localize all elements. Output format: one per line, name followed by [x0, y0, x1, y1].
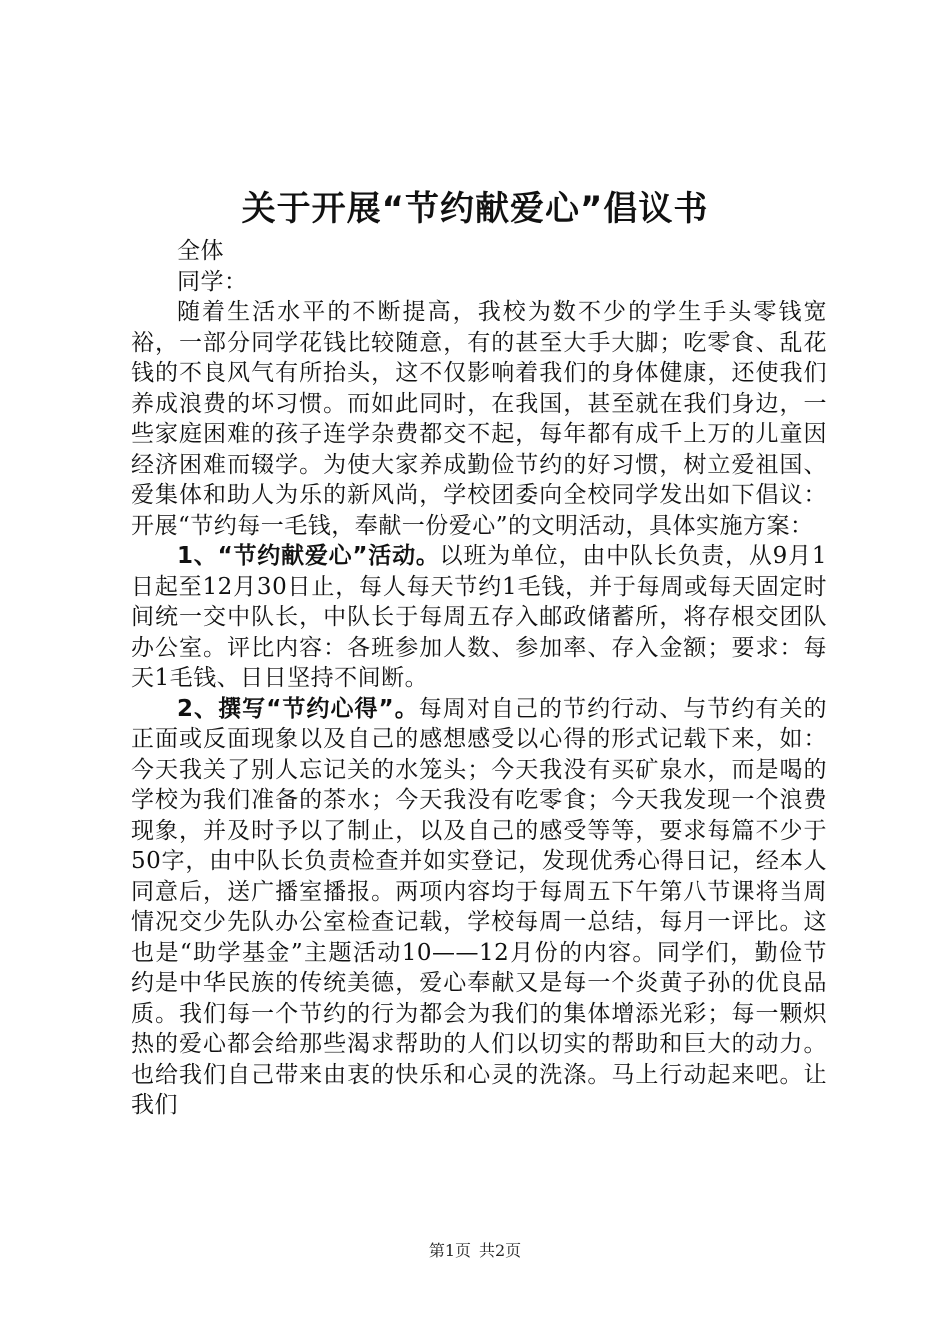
page-footer [0, 1240, 950, 1262]
document-title: 关于开展“节约献爱心”倡议书 [241, 189, 709, 229]
item-2-paragraph [131, 694, 827, 1121]
item-1-paragraph [131, 541, 827, 694]
page-number: 第1页 [428, 1241, 471, 1260]
item-1-heading: 1、“节约献爱心”活动。 [177, 543, 440, 569]
intro-paragraph: 随着生活水平的不断提高，我校为数不少的学生手头零钱宽裕，一部分同学花钱比较随意，有的甚至大手大脚；吃零食、乱花钱的不良风气有所抬头，这不仅影响着我们的身体健康，还使我们养成浪费的坏习惯。而如此同时，在我国，甚至就在我们身边，一些家庭困难的孩子连学杂费都交不起，每年都有成千上万的儿童因经济困难而辍学。为使大家养成勤俭节约的好习惯，树立爱祖国、爱集体和助人为乐的新风尚，学校团委向全校同学发出如下倡议：开展“节约每一毛钱，奉献一份爱心”的文明活动，具体实施方案： [131, 299, 827, 539]
page-total: 共2页 [479, 1241, 522, 1260]
item-2-heading: 2、撰写“节约心得”。 [177, 695, 419, 722]
document-body [131, 236, 827, 1121]
item-2-text: 每周对自己的节约行动、与节约有关的正面或反面现象以及自己的感想感受以心得的形式记载下来，如：今天我关了别人忘记关的水笼头；今天我没有买矿泉水，而是喝的学校为我们准备的茶水；今天我没有吃零食；今天我发现一个浪费现象，并及时予以了制止，以及自己的感受等等，要求每篇不少于50字，由中队长负责检查并如实登记，发现优秀心得日记，经本人同意后，送广播室播报。两项内容均于每周五下午第八节课将当周情况交少先队办公室检查记载，学校每周一总结，每月一评比。这也是“助学基金”主题活动10——12月份的内容。同学们，勤俭节约是中华民族的传统美德，爱心奉献又是每一个炎黄子孙的优良品质。我们每一个节约的行为都会为我们的集体增添光彩；每一颗炽热的爱心都会给那些渴求帮助的人们以切实的帮助和巨大的动力。也给我们自己带来由衷的快乐和心灵的洗涤。马上行动起来吧。让我们 [131, 695, 827, 1118]
salutation-line-1: 全体 [177, 238, 224, 264]
salutation-line-2: 同学： [177, 268, 248, 295]
item-1-text: 以班为单位，由中队长负责，从9月1日起至12月30日止，每人每天节约1毛钱，并于每周或每天固定时间统一交中队长，中队长于每周五存入邮政储蓄所，将存根交团队办公室。评比内容：各班参加人数、参加率、存入金额；要求：每天1毛钱、日日坚持不间断。 [131, 543, 827, 691]
